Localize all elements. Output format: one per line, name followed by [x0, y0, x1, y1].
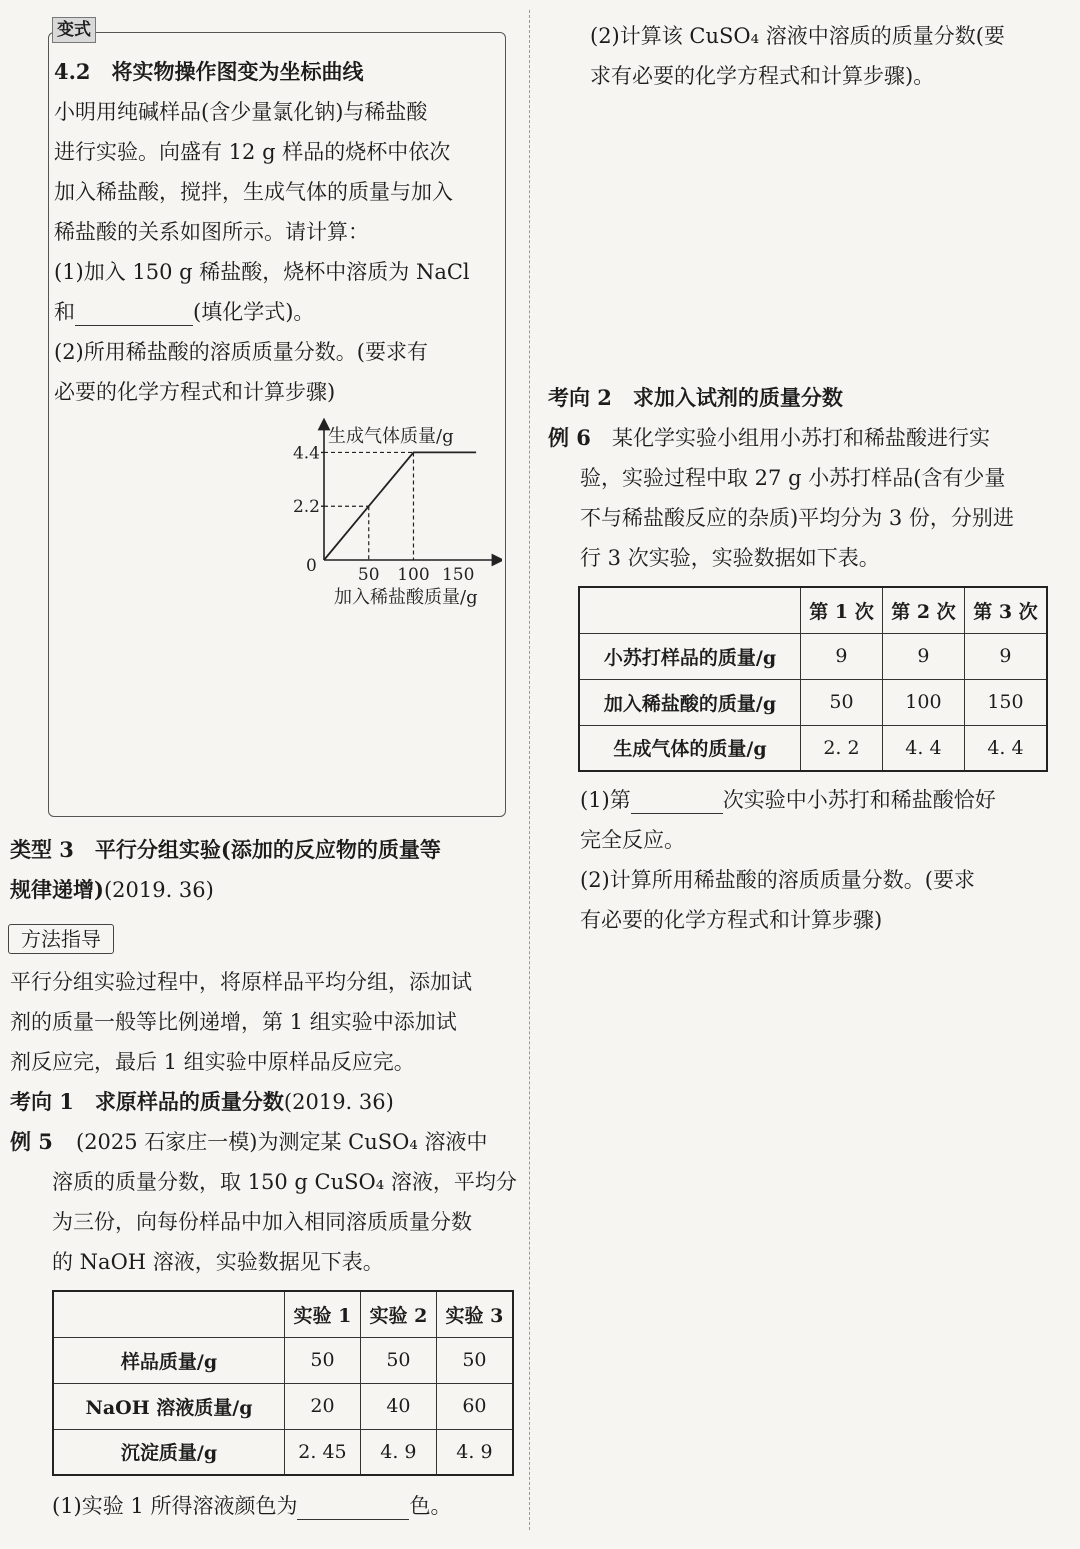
example6-table — [578, 586, 1048, 772]
answer-blank[interactable] — [75, 299, 193, 326]
direction1-year: (2019. 36) — [283, 1090, 394, 1114]
table-header: 实验 3 — [436, 1291, 513, 1337]
table-cell: 样品质量/g — [53, 1337, 285, 1383]
table-cell: 40 — [360, 1383, 436, 1429]
method-line: 剂反应完，最后 1 组实验中原样品反应完。 — [10, 1050, 415, 1074]
table-header: 第 3 次 — [964, 587, 1047, 633]
type3-title-cont — [10, 876, 214, 904]
table-cell: 9 — [882, 633, 964, 679]
example5-q1-pre: (1)实验 1 所得溶液颜色为 — [52, 1494, 298, 1518]
method-label: 方法指导 — [8, 924, 114, 954]
table-cell: 9 — [964, 633, 1047, 679]
table-cell: 加入稀盐酸的质量/g — [579, 679, 801, 725]
table-row — [579, 725, 1047, 771]
table-cell: 4. 9 — [436, 1429, 513, 1475]
table-cell: 150 — [964, 679, 1047, 725]
variant-q1-pre: 和 — [54, 300, 75, 324]
chart-y-tick-label: 4.4 — [292, 443, 320, 464]
example6-q1-post: 次实验中小苏打和稀盐酸恰好 — [722, 788, 996, 812]
example6-label: 例 6 — [548, 425, 591, 450]
variant-text-line: 加入稀盐酸，搅拌，生成气体的质量与加入 — [54, 180, 453, 204]
variant-text-line: 小明用纯碱样品(含少量氯化钠)与稀盐酸 — [54, 100, 428, 124]
table-cell: 50 — [360, 1337, 436, 1383]
table-header — [53, 1291, 285, 1337]
table-cell: 小苏打样品的质量/g — [579, 633, 801, 679]
example6-q2: (2)计算所用稀盐酸的溶质质量分数。(要求 — [580, 868, 975, 892]
table-cell: 2. 2 — [801, 725, 883, 771]
table-cell: 9 — [801, 633, 883, 679]
table-row — [579, 633, 1047, 679]
table-row — [579, 679, 1047, 725]
table-cell: 100 — [882, 679, 964, 725]
example6-line: 行 3 次实验，实验数据如下表。 — [580, 546, 880, 570]
table-cell: 60 — [436, 1383, 513, 1429]
example5-q2: (2)计算该 CuSO₄ 溶液中溶质的质量分数(要 — [590, 24, 1005, 48]
variant-text-line: 进行实验。向盛有 12 g 样品的烧杯中依次 — [54, 140, 451, 164]
table-row — [53, 1383, 513, 1429]
variant-q2-cont: 必要的化学方程式和计算步骤) — [54, 380, 336, 404]
variant-q1-fill — [54, 298, 314, 326]
table-cell: 4. 4 — [964, 725, 1047, 771]
example5-label: 例 5 — [10, 1129, 53, 1154]
answer-blank[interactable] — [297, 1493, 409, 1520]
example5-line: 溶质的质量分数，取 150 g CuSO₄ 溶液，平均分 — [52, 1170, 517, 1194]
table-cell: 50 — [801, 679, 883, 725]
variant-q1: (1)加入 150 g 稀盐酸，烧杯中溶质为 NaCl — [54, 260, 470, 284]
example5-line: 的 NaOH 溶液，实验数据见下表。 — [52, 1250, 384, 1274]
table-cell: 沉淀质量/g — [53, 1429, 285, 1475]
method-line: 剂的质量一般等比例递增，第 1 组实验中添加试 — [10, 1010, 457, 1034]
table-row — [53, 1429, 513, 1475]
variant-q2: (2)所用稀盐酸的溶质质量分数。(要求有 — [54, 340, 428, 364]
example5-line: 为三份，向每份样品中加入相同溶质质量分数 — [52, 1210, 472, 1234]
answer-blank[interactable] — [631, 787, 723, 814]
example5-q2-cont: 求有必要的化学方程式和计算步骤)。 — [590, 64, 935, 88]
table-cell: 2. 45 — [285, 1429, 361, 1475]
example5-table — [52, 1290, 514, 1476]
chart-x-tick-label: 100 — [397, 565, 430, 585]
variant-text-line: 稀盐酸的关系如图所示。请计算： — [54, 220, 369, 244]
variant-q1-post: (填化学式)。 — [193, 300, 315, 324]
example5-line: (2025 石家庄一模)为测定某 CuSO₄ 溶液中 — [76, 1130, 488, 1154]
method-line: 平行分组实验过程中，将原样品平均分组，添加试 — [10, 970, 472, 994]
chart-origin: 0 — [306, 556, 317, 576]
example6-line: 不与稀盐酸反应的杂质)平均分为 3 份，分别进 — [580, 506, 1014, 530]
example5-q1-post: 色。 — [409, 1494, 452, 1518]
chart-x-tick-label: 50 — [357, 565, 380, 585]
example6-q1 — [580, 786, 996, 814]
example6-line: 某化学实验小组用小苏打和稀盐酸进行实 — [612, 426, 990, 450]
chart-ylabel: 生成气体质量/g — [328, 426, 454, 447]
table-header: 实验 2 — [360, 1291, 436, 1337]
direction1-text: 考向 1 求原样品的质量分数 — [10, 1089, 284, 1114]
table-cell: 4. 4 — [882, 725, 964, 771]
table-cell: 50 — [285, 1337, 361, 1383]
example6-q1-pre: (1)第 — [580, 788, 631, 812]
gas-mass-chart — [286, 418, 502, 614]
table-cell: 4. 9 — [360, 1429, 436, 1475]
table-row — [53, 1337, 513, 1383]
example6-q2-cont: 有必要的化学方程式和计算步骤) — [580, 908, 883, 932]
table-header: 第 1 次 — [801, 587, 883, 633]
example5-q1 — [52, 1492, 451, 1520]
table-cell: 50 — [436, 1337, 513, 1383]
example6-q1-cont: 完全反应。 — [580, 828, 685, 852]
example6-line: 验，实验过程中取 27 g 小苏打样品(含有少量 — [580, 466, 1006, 490]
type3-year: (2019. 36) — [103, 878, 214, 902]
table-header — [579, 587, 801, 633]
type3-title-b: 规律递增) — [10, 877, 104, 902]
table-header: 实验 1 — [285, 1291, 361, 1337]
type3-title: 类型 3 平行分组实验(添加的反应物的质量等 — [10, 837, 441, 862]
chart-xlabel: 加入稀盐酸质量/g — [334, 587, 478, 608]
table-header: 第 2 次 — [882, 587, 964, 633]
table-cell: 20 — [285, 1383, 361, 1429]
table-cell: 生成气体的质量/g — [579, 725, 801, 771]
chart-y-tick-label: 2.2 — [292, 497, 320, 518]
table-cell: NaOH 溶液质量/g — [53, 1383, 285, 1429]
direction2-title: 考向 2 求加入试剂的质量分数 — [548, 385, 843, 410]
variant-title: 4.2 将实物操作图变为坐标曲线 — [54, 59, 364, 84]
direction1-title — [10, 1088, 394, 1116]
column-divider — [529, 10, 530, 1530]
chart-x-tick-label: 150 — [441, 565, 475, 585]
variant-tag: 变式 — [52, 17, 96, 43]
